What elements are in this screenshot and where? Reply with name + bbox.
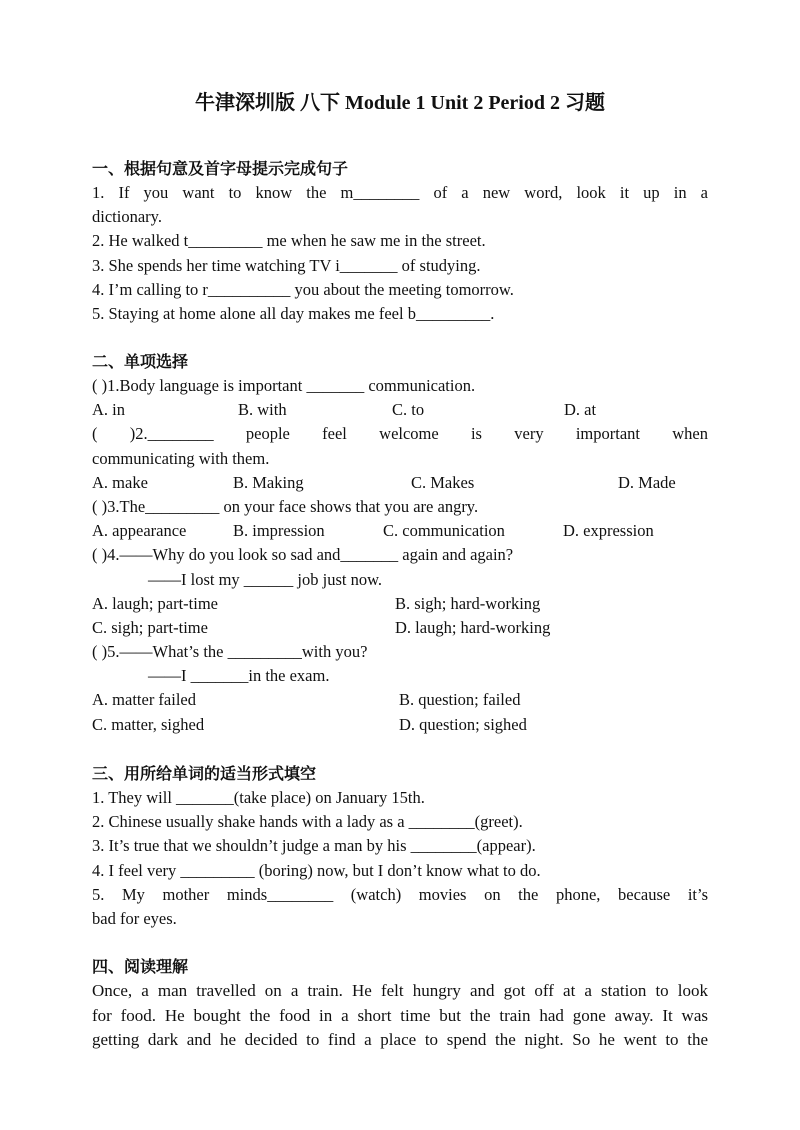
section-2-heading: 二、单项选择	[92, 352, 189, 371]
q2-option-d: D. Made	[618, 472, 676, 492]
section-2	[92, 350, 708, 737]
s3-line-2: 2. Chinese usually shake hands with a lady as a ________(greet).	[92, 812, 523, 832]
q3-options	[92, 519, 708, 543]
q5-option-a: A. matter failed	[92, 690, 196, 710]
q2-option-c: C. Makes	[411, 472, 475, 492]
q5-option-c: C. matter, sighed	[92, 714, 205, 734]
q3-option-a: A. appearance	[92, 521, 187, 541]
q2-stem: ( )2.________ people feel welcome is very important when	[92, 424, 708, 444]
section-1-heading: 一、根据句意及首字母提示完成句子	[92, 159, 349, 178]
s1-line-6: 5. Staying at home alone all day makes me feel b_________.	[92, 303, 495, 323]
s3-line-4: 4. I feel very _________ (boring) now, but I don’t know what to do.	[92, 860, 541, 880]
q5-option-b: B. question; failed	[399, 690, 521, 710]
q2-option-a: A. make	[92, 472, 148, 492]
s1-line-5: 4. I’m calling to r__________ you about the meeting tomorrow.	[92, 279, 514, 299]
q2-option-b: B. Making	[233, 472, 304, 492]
section-3-heading: 三、用所给单词的适当形式填空	[92, 764, 317, 783]
s4-line-2: for food. He bought the food in a short time but the train had gone away. It was	[92, 1005, 708, 1025]
q5-options-ab	[92, 688, 708, 712]
q5-stem-cont: ——I _______in the exam.	[148, 666, 330, 686]
q3-option-c: C. communication	[383, 521, 505, 541]
q4-option-c: C. sigh; part-time	[92, 617, 208, 637]
q1-option-b: B. with	[238, 400, 287, 420]
q1-options	[92, 398, 708, 422]
section-4	[92, 955, 708, 1053]
section-3	[92, 762, 708, 931]
q4-options-cd	[92, 616, 708, 640]
q1-stem: ( )1.Body language is important _______ communication.	[92, 376, 476, 395]
q3-option-b: B. impression	[233, 521, 325, 541]
q2-stem-cont: communicating with them.	[92, 448, 270, 468]
section-4-heading: 四、阅读理解	[92, 957, 189, 976]
q3-stem: ( )3.The_________ on your face shows that you are angry.	[92, 496, 479, 516]
worksheet-title: 牛津深圳版 八下 Module 1 Unit 2 Period 2 习题	[195, 92, 605, 114]
q4-option-d: D. laugh; hard-working	[395, 617, 551, 637]
q1-option-c: C. to	[392, 400, 425, 420]
q3-option-d: D. expression	[563, 521, 654, 541]
s3-line-3: 3. It’s true that we shouldn’t judge a man by his ________(appear).	[92, 836, 536, 856]
s1-line-2: dictionary.	[92, 207, 162, 227]
q4-stem: ( )4.——Why do you look so sad and_______ again and again?	[92, 545, 514, 565]
q5-option-d: D. question; sighed	[399, 714, 527, 734]
q1-option-d: D. at	[564, 400, 597, 420]
q4-options-ab	[92, 592, 708, 616]
section-1	[92, 157, 708, 326]
q1-option-a: A. in	[92, 400, 125, 420]
q4-option-a: A. laugh; part-time	[92, 593, 219, 613]
s3-line-5: 5. My mother minds________ (watch) movies on the phone, because it’s	[92, 884, 708, 904]
s1-line-1: 1. If you want to know the m________ of a new word, look it up in a	[92, 183, 708, 202]
q4-stem-cont: ——I lost my ______ job just now.	[148, 569, 383, 589]
s3-line-1: 1. They will _______(take place) on January 15th.	[92, 788, 425, 807]
s4-line-3: getting dark and he decided to find a place to spend the night. So he went to the	[92, 1030, 708, 1049]
q2-options	[92, 471, 708, 495]
q4-option-b: B. sigh; hard-working	[395, 593, 541, 613]
s4-line-1: Once, a man travelled on a train. He felt hungry and got off at a station to look	[92, 981, 708, 1000]
s3-line-6: bad for eyes.	[92, 908, 177, 928]
s1-line-3: 2. He walked t_________ me when he saw me in the street.	[92, 231, 486, 251]
s1-line-4: 3. She spends her time watching TV i_______ of studying.	[92, 255, 481, 275]
q5-options-cd	[92, 713, 708, 737]
q5-stem: ( )5.——What’s the _________with you?	[92, 642, 368, 662]
